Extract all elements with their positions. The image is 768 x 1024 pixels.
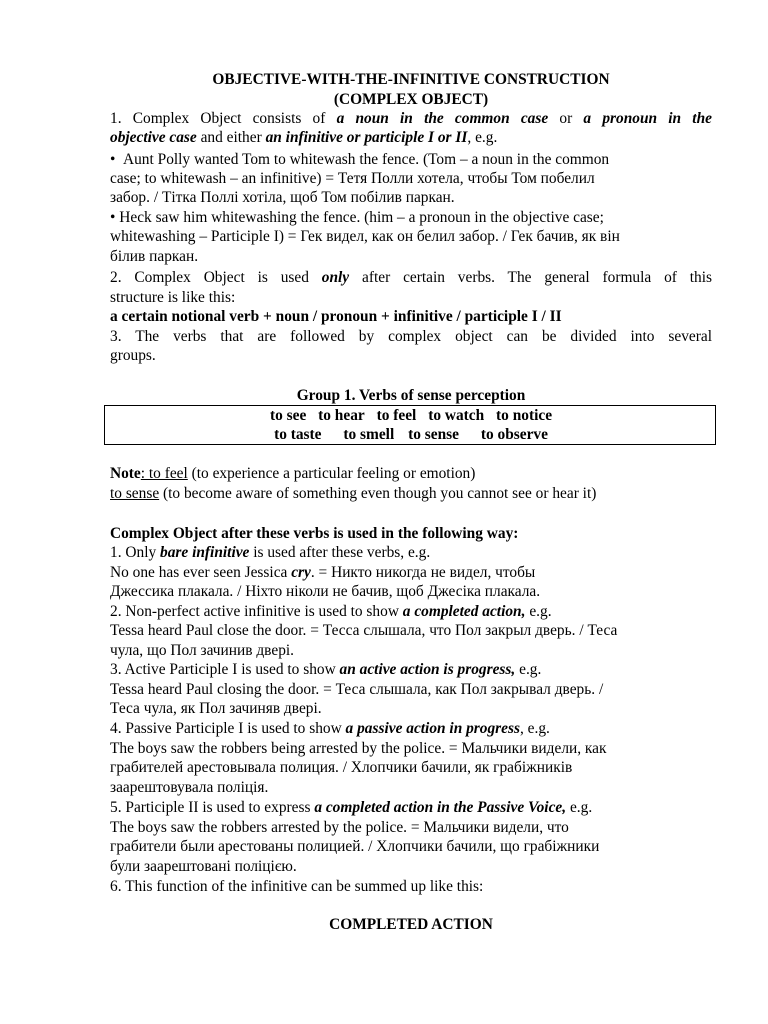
- usage-5-line-1: 5. Participle II is used to express a completed action in the Passive Voice, e.g.: [110, 799, 593, 816]
- verb-item: to feel: [376, 407, 417, 424]
- verb-item: to watch: [428, 407, 485, 424]
- verb-item: to taste: [274, 426, 322, 443]
- point-2-line-2: structure is like this:: [110, 289, 236, 306]
- usage-2-line-1: 2. Non-perfect active infinitive is used to show a completed action, e.g.: [110, 603, 552, 620]
- title-line-2: (COMPLEX OBJECT): [333, 91, 489, 108]
- example-1-line-1: • Aunt Polly wanted Tom to whitewash the fence. (Tom – a noun in the common: [110, 151, 610, 168]
- point-3-line-1: 3. The verbs that are followed by complex object can be divided into several: [110, 328, 712, 345]
- point-3-line-2: groups.: [110, 347, 156, 364]
- usage-5-line-3: грабители были арестованы полицией. / Хлопчики бачили, що грабіжники: [110, 838, 600, 855]
- usage-6-line: 6. This function of the infinitive can be summed up like this:: [110, 878, 484, 895]
- verb-item: to smell: [343, 426, 395, 443]
- usage-4-line-4: заарештовувала поліція.: [110, 779, 269, 796]
- usage-3-line-1: 3. Active Participle I is used to show an active action is progress, e.g.: [110, 661, 542, 678]
- usage-2-line-2: Tessa heard Paul close the door. = Тесса слышала, что Пол закрыл дверь. / Теса: [110, 622, 618, 639]
- example-2-line-1: • Heck saw him whitewashing the fence. (him – a pronoun in the objective case;: [110, 209, 604, 226]
- bullet-icon: •: [110, 151, 116, 168]
- point-1-line-2: objective case and either an infinitive or participle I or II, e.g.: [110, 129, 498, 146]
- verbs-row-2: [105, 425, 717, 444]
- usage-5-line-2: The boys saw the robbers arrested by the police. = Мальчики видели, что: [110, 819, 569, 836]
- example-2-line-2: whitewashing – Participle I) = Гек видел, как он белил забор. / Гек бачив, як він: [110, 228, 620, 245]
- verb-item: to hear: [318, 407, 365, 424]
- usage-1-line-2: No one has ever seen Jessica cry. = Никто никогда не видел, чтобы: [110, 564, 536, 581]
- point-1-line-1: 1. Complex Object consists of a noun in the common case or a pronoun in the: [110, 110, 712, 127]
- completed-action-heading: COMPLETED ACTION: [329, 916, 493, 933]
- usage-3-line-3: Теса чула, як Пол зачиняв двері.: [110, 700, 322, 717]
- title-line-1: OBJECTIVE-WITH-THE-INFINITIVE CONSTRUCTION: [212, 71, 610, 88]
- example-1-line-3: забор. / Тітка Поллі хотіла, щоб Том побілив паркан.: [110, 189, 455, 206]
- structure-formula: a certain notional verb + noun / pronoun + infinitive / participle I / II: [110, 308, 562, 325]
- usage-4-line-3: грабителей арестовывала полиция. / Хлопчики бачили, як грабіжників: [110, 759, 573, 776]
- usage-1-line-3: Джессика плакала. / Ніхто ніколи не бачив, щоб Джесіка плакала.: [110, 583, 541, 600]
- example-1-line-2: case; to whitewash – an infinitive) = Тетя Полли хотела, чтобы Том побелил: [110, 170, 595, 187]
- verb-item: to notice: [496, 407, 553, 424]
- usage-5-line-4: були заарештовані поліцією.: [110, 858, 297, 875]
- note-line-2: to sense (to become aware of something even though you cannot see or hear it): [110, 485, 597, 502]
- example-2-line-3: білив паркан.: [110, 248, 199, 265]
- point-2-line-1: 2. Complex Object is used only after certain verbs. The general formula of this: [110, 269, 712, 286]
- note-line-1: Note: to feel (to experience a particular feeling or emotion): [110, 465, 476, 482]
- usage-4-line-2: The boys saw the robbers being arrested by the police. = Мальчики видели, как: [110, 740, 607, 757]
- verb-item: to observe: [480, 426, 548, 443]
- group-1-heading: Group 1. Verbs of sense perception: [296, 387, 526, 404]
- usage-1-line-1: 1. Only bare infinitive is used after these verbs, e.g.: [110, 544, 431, 561]
- usage-heading: Complex Object after these verbs is used in the following way:: [110, 525, 519, 542]
- verbs-box: [104, 405, 716, 445]
- usage-3-line-2: Tessa heard Paul closing the door. = Теса слышала, как Пол закрывал дверь. /: [110, 681, 604, 698]
- bullet-icon: •: [110, 209, 116, 226]
- usage-4-line-1: 4. Passive Participle I is used to show a passive action in progress, e.g.: [110, 720, 550, 737]
- usage-2-line-3: чула, що Пол зачинив двері.: [110, 642, 295, 659]
- verb-item: to sense: [408, 426, 459, 443]
- verbs-row-1: [105, 406, 717, 425]
- verb-item: to see: [269, 407, 307, 424]
